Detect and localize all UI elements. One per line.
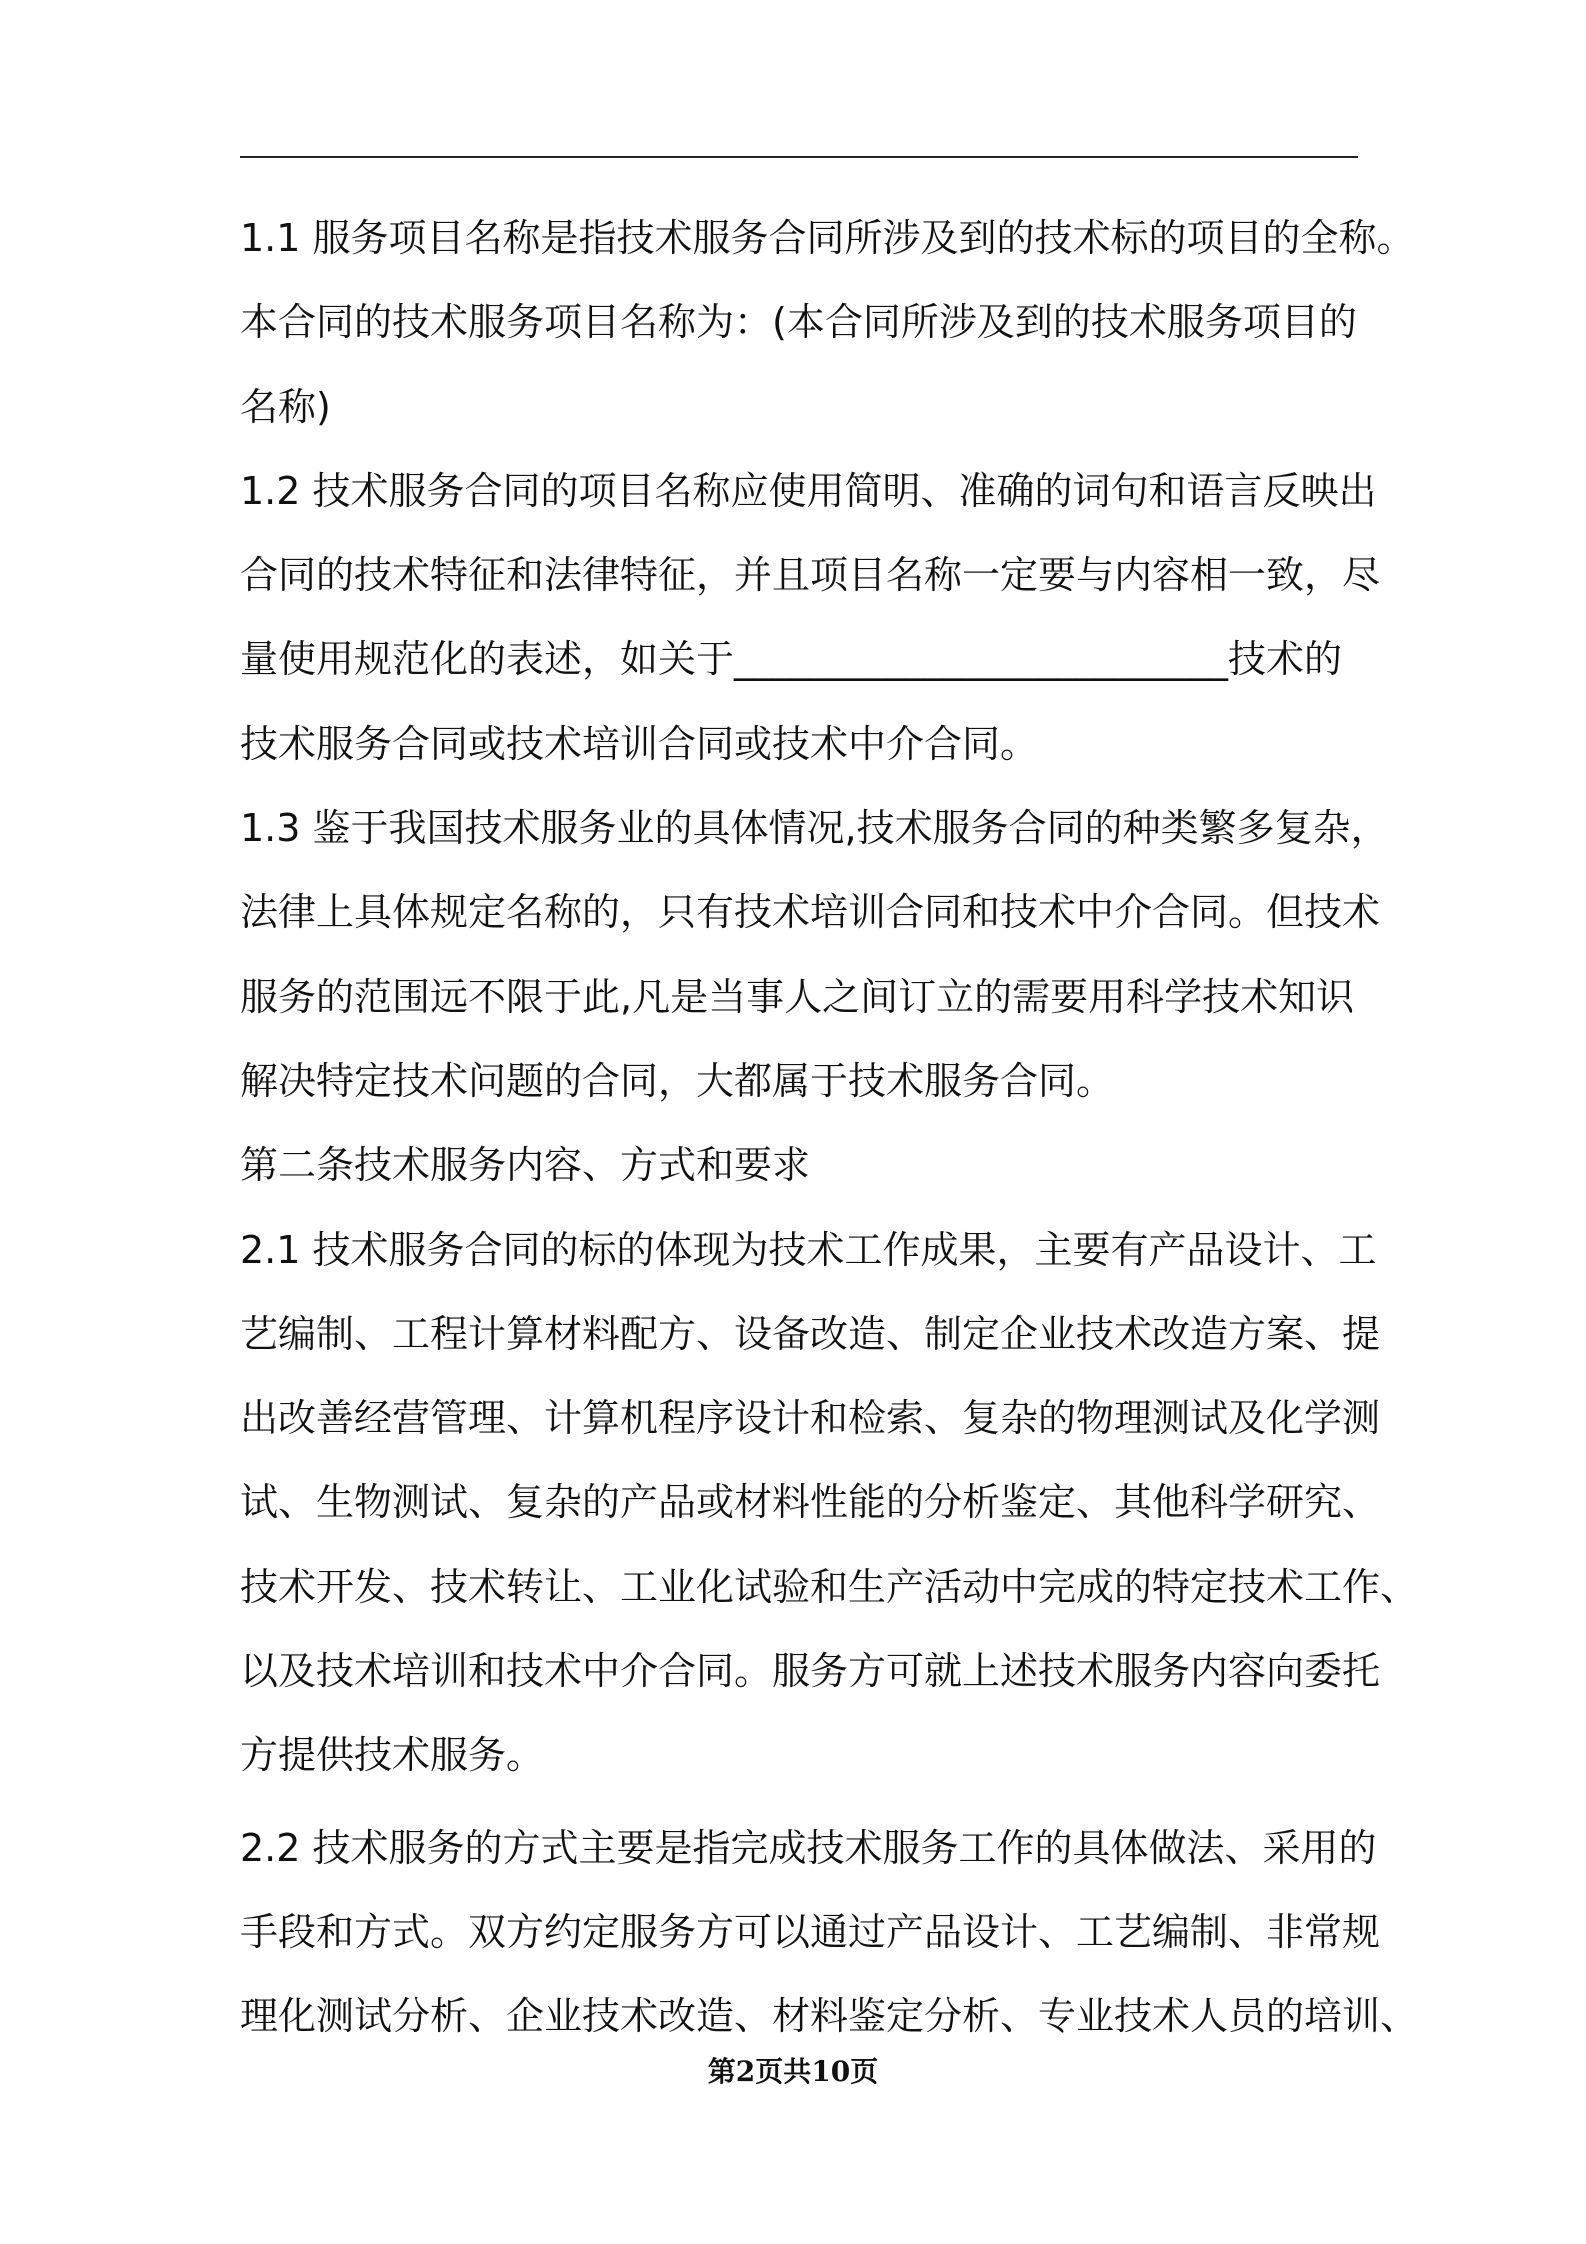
text-line: 技术开发、技术转让、工业化试验和生产活动中完成的特定技术工作、 xyxy=(240,1564,1419,1609)
text-line: 合同的技术特征和法律特征，并且项目名称一定要与内容相一致，尽 xyxy=(240,553,1381,598)
text-line: 2.2 技术服务的方式主要是指完成技术服务工作的具体做法、采用的 xyxy=(240,1825,1377,1870)
text-line: 手段和方式。双方约定服务方可以通过产品设计、工艺编制、非常规 xyxy=(240,1909,1381,1954)
page-number-footer: 第2页共10页 xyxy=(707,2055,879,2088)
text-line: 1.2 技术服务合同的项目名称应使用简明、准确的词句和语言反映出 xyxy=(240,468,1377,513)
header-rule xyxy=(240,156,1358,158)
text-line: 出改善经营管理、计算机程序设计和检索、复杂的物理测试及化学测 xyxy=(240,1396,1381,1441)
text-line: 试、生物测试、复杂的产品或材料性能的分析鉴定、其他科学研究、 xyxy=(240,1480,1381,1525)
section-heading: 第二条技术服务内容、方式和要求 xyxy=(240,1143,811,1188)
body-text xyxy=(240,196,1419,2059)
text-line: 以及技术培训和技术中介合同。服务方可就上述技术服务内容向委托 xyxy=(240,1649,1381,1694)
text-line: 1.3 鉴于我国技术服务业的具体情况,技术服务合同的种类繁多复杂， xyxy=(240,806,1389,851)
text-line: 2.1 技术服务合同的标的体现为技术工作成果，主要有产品设计、工 xyxy=(240,1227,1377,1272)
text-line: 名称) xyxy=(240,384,331,429)
text-line: 法律上具体规定名称的，只有技术培训合同和技术中介合同。但技术 xyxy=(240,890,1381,935)
text-line: 本合同的技术服务项目名称为：(本合同所涉及到的技术服务项目的 xyxy=(240,300,1357,345)
text-line: 艺编制、工程计算材料配方、设备改造、制定企业技术改造方案、提 xyxy=(240,1311,1381,1356)
text-line: 方提供技术服务。 xyxy=(240,1733,545,1778)
text-line: 量使用规范化的表述，如关于__________________________技术的 xyxy=(240,637,1343,682)
text-line: 理化测试分析、企业技术改造、材料鉴定分析、专业技术人员的培训、 xyxy=(240,1994,1419,2039)
text-line: 技术服务合同或技术培训合同或技术中介合同。 xyxy=(240,721,1039,766)
text-line: 1.1 服务项目名称是指技术服务合同所涉及到的技术标的项目的全称。 xyxy=(240,216,1415,260)
text-line: 解决特定技术问题的合同，大都属于技术服务合同。 xyxy=(240,1058,1115,1103)
text-line: 服务的范围远不限于此,凡是当事人之间订立的需要用科学技术知识 xyxy=(240,974,1355,1019)
